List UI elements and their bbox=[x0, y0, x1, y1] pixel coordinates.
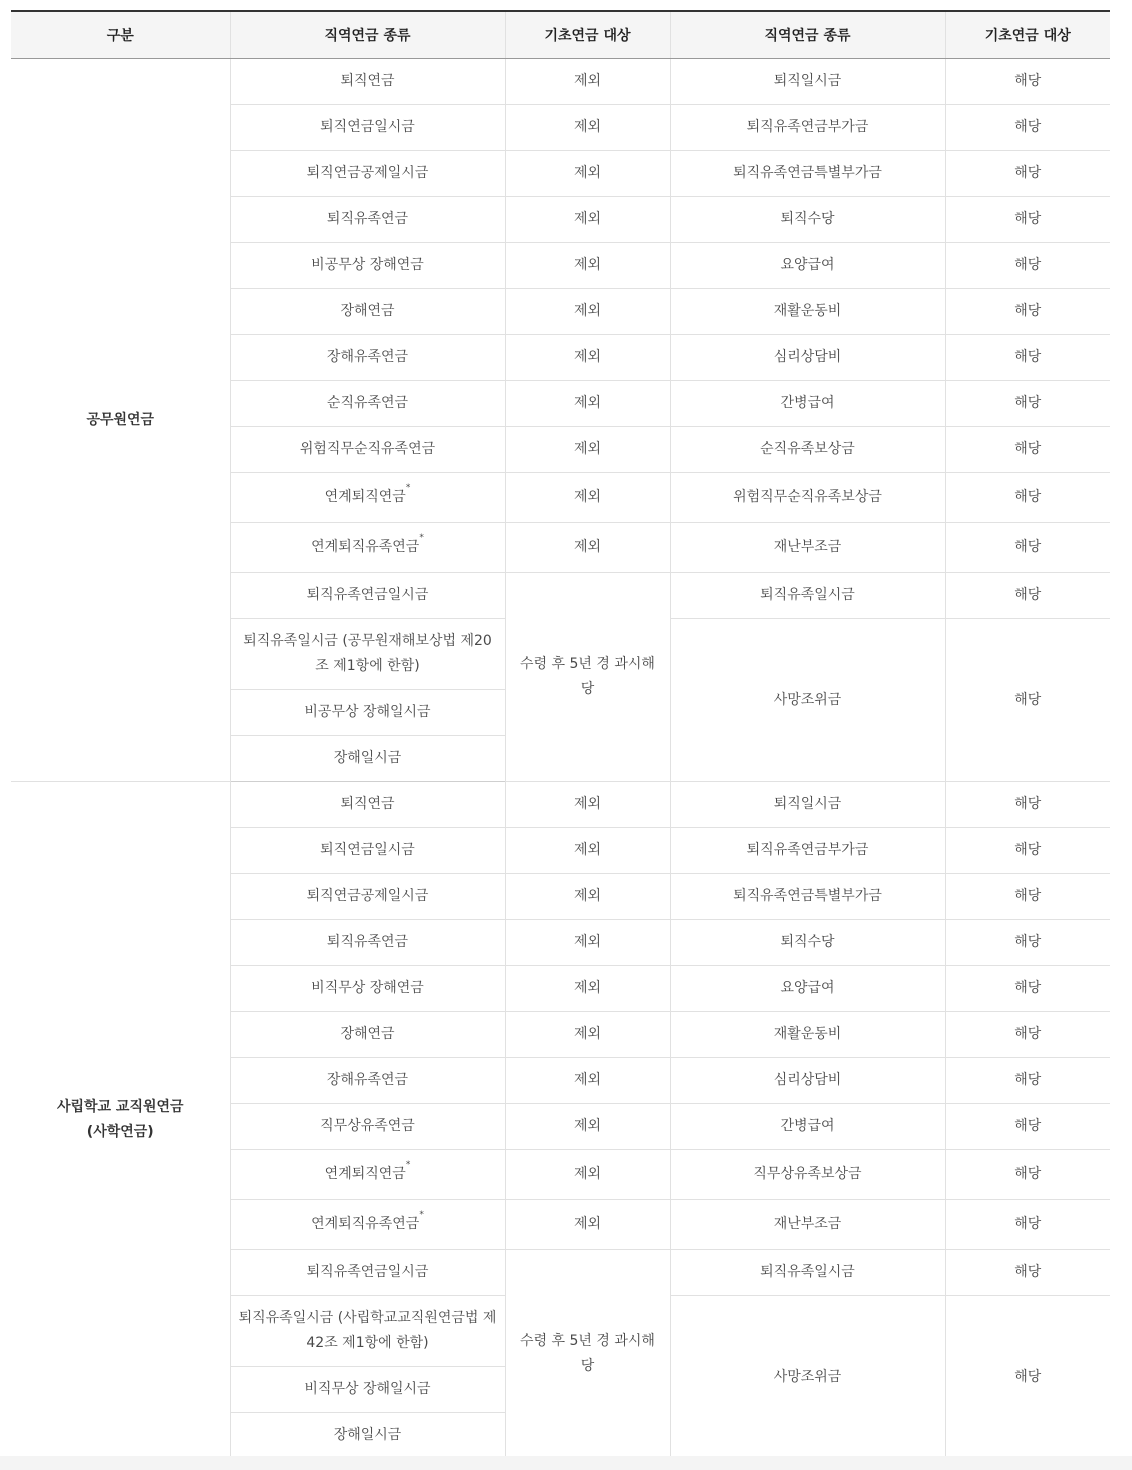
pension-type-left-cell bbox=[230, 1296, 505, 1367]
table-header-row bbox=[11, 11, 1110, 59]
basic-pension-right-cell bbox=[945, 381, 1110, 427]
basic-pension-left-cell-text: 제외 bbox=[573, 211, 602, 227]
basic-pension-left-cell-text: 제외 bbox=[573, 303, 602, 319]
basic-pension-left-cell-text: 제외 bbox=[573, 980, 602, 996]
basic-pension-left-cell bbox=[505, 59, 670, 105]
basic-pension-left-cell bbox=[505, 523, 670, 573]
basic-pension-left-cell bbox=[505, 427, 670, 473]
basic-pension-right-cell bbox=[945, 1296, 1110, 1459]
basic-pension-right-cell bbox=[945, 427, 1110, 473]
pension-type-left-cell-text: 장해연금 bbox=[340, 1026, 395, 1042]
pension-type-right-cell bbox=[670, 573, 945, 619]
pension-type-left-cell-text: 연계퇴직유족연금 bbox=[311, 539, 420, 555]
basic-pension-left-cell bbox=[505, 966, 670, 1012]
basic-pension-left-cell bbox=[505, 197, 670, 243]
basic-pension-right-cell bbox=[945, 473, 1110, 523]
footnote-marker: * bbox=[419, 533, 424, 543]
basic-pension-left-cell-text: 제외 bbox=[573, 119, 602, 135]
basic-pension-right-cell bbox=[945, 619, 1110, 782]
basic-pension-left-cell bbox=[505, 289, 670, 335]
pension-type-left-cell-text: 순직유족연금 bbox=[326, 395, 409, 411]
pension-type-left-cell bbox=[230, 335, 505, 381]
pension-type-left-cell bbox=[230, 1367, 505, 1413]
pension-type-right-cell-text: 재난부조금 bbox=[773, 539, 842, 555]
basic-pension-right-cell-text: 해당 bbox=[1014, 980, 1042, 996]
pension-type-right-cell-text: 간병급여 bbox=[780, 1118, 835, 1134]
basic-pension-right-cell-text: 해당 bbox=[1014, 691, 1042, 708]
pension-type-left-cell bbox=[230, 1250, 505, 1296]
pension-type-left-cell-text: 퇴직유족연금일시금 bbox=[306, 587, 429, 603]
pension-type-left-cell-text: 퇴직연금일시금 bbox=[320, 842, 415, 858]
pension-type-right-cell bbox=[670, 619, 945, 782]
group-name-cell bbox=[11, 59, 230, 782]
basic-pension-right-cell bbox=[945, 874, 1110, 920]
header-category: 구분 bbox=[11, 11, 230, 59]
basic-pension-right-cell bbox=[945, 59, 1110, 105]
basic-pension-right-cell bbox=[945, 573, 1110, 619]
pension-type-right-cell bbox=[670, 1250, 945, 1296]
pension-type-left-cell-text: 퇴직연금일시금 bbox=[320, 119, 415, 135]
pension-type-right-cell bbox=[670, 782, 945, 828]
basic-pension-right-cell-text: 해당 bbox=[1014, 842, 1042, 858]
pension-type-right-cell-text: 퇴직유족연금특별부가금 bbox=[733, 165, 882, 181]
pension-type-right-cell bbox=[670, 1058, 945, 1104]
footnote-marker: * bbox=[419, 1210, 424, 1220]
basic-pension-right-cell-text: 해당 bbox=[1014, 489, 1042, 505]
pension-type-right-cell bbox=[670, 151, 945, 197]
pension-type-left-cell-text: 연계퇴직연금 bbox=[324, 1166, 406, 1182]
basic-pension-right-cell bbox=[945, 151, 1110, 197]
pension-type-right-cell-text: 요양급여 bbox=[780, 257, 835, 273]
basic-pension-left-cell-text: 제외 bbox=[573, 1118, 602, 1134]
pension-type-left-cell-text: 퇴직유족일시금 (사립학교교직원연금법 제42조 제1항에 한함) bbox=[238, 1310, 497, 1351]
pension-table bbox=[11, 10, 1110, 1459]
pension-type-right-cell bbox=[670, 197, 945, 243]
basic-pension-right-cell bbox=[945, 243, 1110, 289]
basic-pension-right-cell-text: 해당 bbox=[1014, 165, 1042, 181]
basic-pension-left-cell bbox=[505, 1150, 670, 1200]
basic-pension-right-cell bbox=[945, 1012, 1110, 1058]
basic-pension-left-cell bbox=[505, 151, 670, 197]
pension-type-left-cell bbox=[230, 920, 505, 966]
pension-type-right-cell bbox=[670, 966, 945, 1012]
footnote-marker: * bbox=[405, 1160, 411, 1170]
pension-type-right-cell-text: 퇴직유족연금부가금 bbox=[746, 842, 869, 858]
page-bottom-strip bbox=[0, 1456, 1132, 1470]
pension-type-left-cell bbox=[230, 1413, 505, 1459]
basic-pension-left-cell-text: 제외 bbox=[573, 1166, 602, 1182]
basic-pension-left-cell-text: 제외 bbox=[573, 796, 602, 812]
pension-type-left-cell bbox=[230, 523, 505, 573]
pension-type-left-cell bbox=[230, 1012, 505, 1058]
basic-pension-right-cell bbox=[945, 335, 1110, 381]
basic-pension-right-cell bbox=[945, 289, 1110, 335]
basic-pension-left-cell bbox=[505, 828, 670, 874]
basic-pension-right-cell bbox=[945, 1058, 1110, 1104]
pension-type-left-cell-text: 퇴직연금공제일시금 bbox=[306, 888, 429, 904]
pension-type-left-cell-text: 비직무상 장해일시금 bbox=[304, 1381, 431, 1397]
pension-type-right-cell bbox=[670, 523, 945, 573]
pension-table-wrapper bbox=[11, 10, 1110, 1459]
basic-pension-right-cell-text: 해당 bbox=[1014, 1166, 1042, 1182]
basic-pension-left-cell-text: 제외 bbox=[573, 934, 602, 950]
pension-type-right-cell-text: 퇴직유족일시금 bbox=[760, 1264, 855, 1280]
basic-pension-left-cell bbox=[505, 573, 670, 782]
group-name-cell bbox=[11, 782, 230, 1459]
basic-pension-left-cell-text: 제외 bbox=[573, 1072, 602, 1088]
header-basic-pension-left: 기초연금 대상 bbox=[505, 11, 670, 59]
basic-pension-right-cell-text: 해당 bbox=[1014, 1216, 1042, 1232]
basic-pension-right-cell bbox=[945, 920, 1110, 966]
basic-pension-right-cell-text: 해당 bbox=[1014, 1026, 1042, 1042]
pension-type-left-cell-text: 장해유족연금 bbox=[326, 1072, 409, 1088]
group-name-line: 공무원연금 bbox=[86, 411, 155, 428]
pension-type-left-cell bbox=[230, 1104, 505, 1150]
basic-pension-left-cell bbox=[505, 1058, 670, 1104]
pension-type-left-cell bbox=[230, 573, 505, 619]
pension-type-left-cell bbox=[230, 59, 505, 105]
pension-type-left-cell bbox=[230, 1150, 505, 1200]
pension-type-right-cell-text: 재활운동비 bbox=[773, 1026, 842, 1042]
pension-type-right-cell bbox=[670, 1104, 945, 1150]
basic-pension-right-cell-text: 해당 bbox=[1014, 934, 1042, 950]
basic-pension-left-cell bbox=[505, 381, 670, 427]
basic-pension-left-cell-text: 제외 bbox=[573, 1026, 602, 1042]
basic-pension-right-cell bbox=[945, 828, 1110, 874]
basic-pension-left-cell bbox=[505, 1012, 670, 1058]
basic-pension-left-cell bbox=[505, 874, 670, 920]
basic-pension-right-cell-text: 해당 bbox=[1014, 211, 1042, 227]
basic-pension-left-cell bbox=[505, 473, 670, 523]
pension-type-right-cell bbox=[670, 920, 945, 966]
header-pension-type-left: 직역연금 종류 bbox=[230, 11, 505, 59]
pension-type-left-cell bbox=[230, 105, 505, 151]
basic-pension-left-cell-text: 제외 bbox=[573, 888, 602, 904]
pension-type-left-cell-text: 비직무상 장해연금 bbox=[311, 980, 424, 996]
pension-type-right-cell bbox=[670, 874, 945, 920]
basic-pension-right-cell-text: 해당 bbox=[1014, 303, 1042, 319]
pension-type-right-cell-text: 퇴직유족연금특별부가금 bbox=[733, 888, 882, 904]
basic-pension-left-cell-text: 수령 후 5년 경 과시해당 bbox=[520, 656, 655, 697]
basic-pension-left-cell-text: 제외 bbox=[573, 1216, 602, 1232]
pension-type-right-cell bbox=[670, 1012, 945, 1058]
pension-type-left-cell bbox=[230, 782, 505, 828]
basic-pension-right-cell bbox=[945, 966, 1110, 1012]
pension-type-left-cell-text: 퇴직유족연금 bbox=[326, 211, 409, 227]
pension-type-left-cell bbox=[230, 151, 505, 197]
basic-pension-right-cell-text: 해당 bbox=[1014, 119, 1042, 135]
basic-pension-left-cell-text: 제외 bbox=[573, 441, 602, 457]
basic-pension-left-cell-text: 제외 bbox=[573, 489, 602, 505]
basic-pension-left-cell-text: 제외 bbox=[573, 395, 602, 411]
group-name-line: 사립학교 교직원연금 bbox=[56, 1099, 184, 1115]
pension-type-left-cell-text: 장해연금 bbox=[340, 303, 395, 319]
pension-type-right-cell bbox=[670, 473, 945, 523]
pension-type-right-cell bbox=[670, 1200, 945, 1250]
basic-pension-right-cell-text: 해당 bbox=[1014, 73, 1042, 89]
pension-type-left-cell bbox=[230, 736, 505, 782]
table-body bbox=[11, 59, 1110, 1459]
table-row bbox=[11, 782, 1110, 828]
basic-pension-left-cell bbox=[505, 920, 670, 966]
basic-pension-right-cell bbox=[945, 782, 1110, 828]
pension-type-right-cell-text: 퇴직일시금 bbox=[773, 73, 842, 89]
pension-type-left-cell bbox=[230, 473, 505, 523]
basic-pension-right-cell-text: 해당 bbox=[1014, 395, 1042, 411]
pension-type-left-cell-text: 퇴직유족일시금 (공무원재해보상법 제20조 제1항에 한함) bbox=[243, 633, 492, 674]
footnote-marker: * bbox=[405, 483, 411, 493]
basic-pension-right-cell bbox=[945, 105, 1110, 151]
pension-type-right-cell-text: 순직유족보상금 bbox=[760, 441, 855, 457]
pension-type-right-cell-text: 위험직무순직유족보상금 bbox=[733, 489, 882, 505]
basic-pension-left-cell bbox=[505, 1200, 670, 1250]
basic-pension-left-cell-text: 제외 bbox=[573, 349, 602, 365]
pension-type-left-cell bbox=[230, 828, 505, 874]
pension-type-left-cell-text: 퇴직연금 bbox=[340, 796, 395, 812]
basic-pension-right-cell-text: 해당 bbox=[1014, 1072, 1042, 1088]
basic-pension-right-cell-text: 해당 bbox=[1014, 1264, 1042, 1280]
pension-type-left-cell bbox=[230, 1058, 505, 1104]
pension-type-left-cell bbox=[230, 690, 505, 736]
basic-pension-left-cell bbox=[505, 1250, 670, 1459]
pension-type-left-cell bbox=[230, 289, 505, 335]
pension-type-right-cell-text: 요양급여 bbox=[780, 980, 835, 996]
pension-type-right-cell bbox=[670, 289, 945, 335]
pension-type-left-cell-text: 비공무상 장해일시금 bbox=[304, 704, 431, 720]
pension-type-left-cell bbox=[230, 243, 505, 289]
pension-type-left-cell bbox=[230, 197, 505, 243]
pension-type-left-cell-text: 퇴직유족연금일시금 bbox=[306, 1264, 429, 1280]
basic-pension-left-cell bbox=[505, 1104, 670, 1150]
table-row bbox=[11, 59, 1110, 105]
pension-type-left-cell-text: 장해일시금 bbox=[333, 1427, 402, 1443]
pension-type-right-cell-text: 퇴직유족연금부가금 bbox=[746, 119, 869, 135]
pension-type-left-cell-text: 장해유족연금 bbox=[326, 349, 409, 365]
pension-type-right-cell-text: 간병급여 bbox=[780, 395, 835, 411]
pension-type-right-cell bbox=[670, 1150, 945, 1200]
pension-type-left-cell-text: 직무상유족연금 bbox=[320, 1118, 415, 1134]
basic-pension-right-cell-text: 해당 bbox=[1014, 796, 1042, 812]
basic-pension-left-cell bbox=[505, 105, 670, 151]
group-name-line: (사학연금) bbox=[86, 1124, 154, 1140]
pension-type-right-cell-text: 심리상담비 bbox=[773, 1072, 842, 1088]
pension-type-right-cell bbox=[670, 335, 945, 381]
basic-pension-right-cell-text: 해당 bbox=[1014, 587, 1042, 603]
basic-pension-right-cell-text: 해당 bbox=[1014, 441, 1042, 457]
header-pension-type-right: 직역연금 종류 bbox=[670, 11, 945, 59]
basic-pension-left-cell-text: 제외 bbox=[573, 539, 602, 555]
basic-pension-right-cell bbox=[945, 1104, 1110, 1150]
pension-type-right-cell bbox=[670, 427, 945, 473]
pension-type-left-cell-text: 퇴직연금 bbox=[340, 73, 395, 89]
basic-pension-right-cell bbox=[945, 1150, 1110, 1200]
basic-pension-right-cell-text: 해당 bbox=[1014, 1118, 1042, 1134]
header-basic-pension-right: 기초연금 대상 bbox=[945, 11, 1110, 59]
basic-pension-right-cell bbox=[945, 197, 1110, 243]
basic-pension-left-cell-text: 수령 후 5년 경 과시해당 bbox=[520, 1333, 655, 1374]
pension-type-left-cell bbox=[230, 1200, 505, 1250]
basic-pension-left-cell bbox=[505, 782, 670, 828]
pension-type-right-cell-text: 심리상담비 bbox=[773, 349, 842, 365]
pension-type-left-cell bbox=[230, 966, 505, 1012]
basic-pension-right-cell bbox=[945, 1200, 1110, 1250]
pension-type-left-cell-text: 비공무상 장해연금 bbox=[311, 257, 424, 273]
pension-type-right-cell-text: 퇴직수당 bbox=[780, 211, 835, 227]
pension-type-left-cell bbox=[230, 427, 505, 473]
pension-type-right-cell-text: 재난부조금 bbox=[773, 1216, 842, 1232]
pension-type-left-cell bbox=[230, 874, 505, 920]
pension-type-left-cell bbox=[230, 619, 505, 690]
basic-pension-right-cell-text: 해당 bbox=[1014, 888, 1042, 904]
pension-type-right-cell bbox=[670, 105, 945, 151]
basic-pension-right-cell bbox=[945, 523, 1110, 573]
pension-type-left-cell-text: 퇴직연금공제일시금 bbox=[306, 165, 429, 181]
pension-type-right-cell bbox=[670, 243, 945, 289]
basic-pension-left-cell bbox=[505, 243, 670, 289]
basic-pension-right-cell-text: 해당 bbox=[1014, 349, 1042, 365]
pension-type-right-cell-text: 퇴직수당 bbox=[780, 934, 835, 950]
pension-type-right-cell-text: 직무상유족보상금 bbox=[753, 1166, 862, 1182]
pension-type-left-cell-text: 장해일시금 bbox=[333, 750, 402, 766]
basic-pension-right-cell bbox=[945, 1250, 1110, 1296]
pension-type-left-cell bbox=[230, 381, 505, 427]
basic-pension-left-cell bbox=[505, 335, 670, 381]
pension-type-right-cell-text: 사망조위금 bbox=[773, 691, 842, 708]
pension-type-left-cell-text: 퇴직유족연금 bbox=[326, 934, 409, 950]
basic-pension-right-cell-text: 해당 bbox=[1014, 539, 1042, 555]
pension-type-right-cell-text: 퇴직유족일시금 bbox=[760, 587, 855, 603]
basic-pension-left-cell-text: 제외 bbox=[573, 257, 602, 273]
basic-pension-right-cell-text: 해당 bbox=[1014, 1368, 1042, 1385]
pension-type-right-cell-text: 사망조위금 bbox=[773, 1368, 842, 1385]
pension-type-left-cell-text: 위험직무순직유족연금 bbox=[299, 441, 436, 457]
pension-type-right-cell bbox=[670, 1296, 945, 1459]
pension-type-left-cell-text: 연계퇴직유족연금 bbox=[311, 1216, 420, 1232]
pension-type-right-cell bbox=[670, 828, 945, 874]
pension-type-left-cell-text: 연계퇴직연금 bbox=[324, 489, 406, 505]
basic-pension-right-cell-text: 해당 bbox=[1014, 257, 1042, 273]
pension-type-right-cell-text: 퇴직일시금 bbox=[773, 796, 842, 812]
pension-type-right-cell-text: 재활운동비 bbox=[773, 303, 842, 319]
pension-type-right-cell bbox=[670, 381, 945, 427]
basic-pension-left-cell-text: 제외 bbox=[573, 842, 602, 858]
basic-pension-left-cell-text: 제외 bbox=[573, 165, 602, 181]
basic-pension-left-cell-text: 제외 bbox=[573, 73, 602, 89]
pension-type-right-cell bbox=[670, 59, 945, 105]
